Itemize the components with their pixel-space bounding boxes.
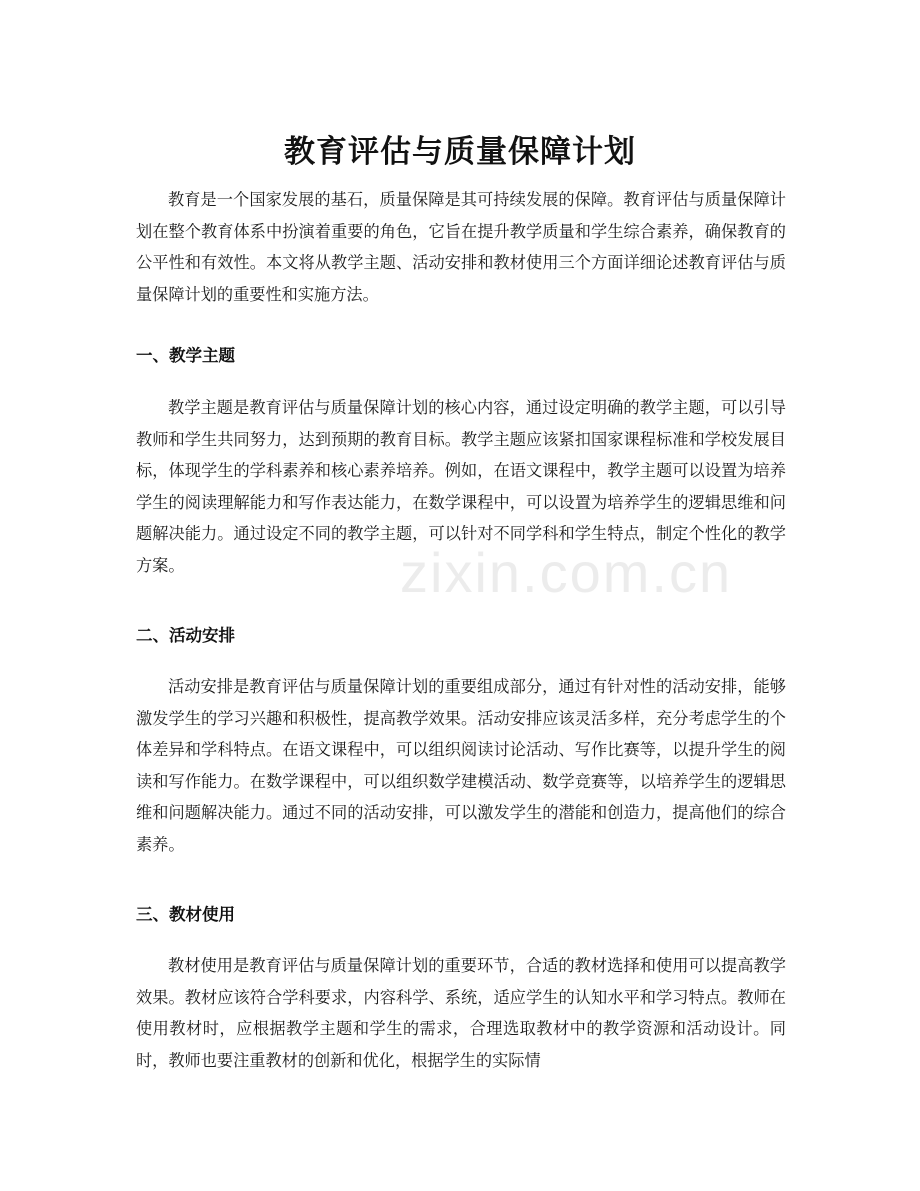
page-title: 教育评估与质量保障计划 (284, 133, 636, 170)
section-body-textbook-use: 教材使用是教育评估与质量保障计划的重要环节，合适的教材选择和使用可以提高教学效果。教材应该符合学科要求，内容科学、系统，适应学生的认知水平和学习特点。教师在使用教材时，应根据教学主题和学生的需求，合理选取教材中的教学资源和活动设计。同时，教师也要注重教材的创新和优化，根据学生的实际情 (136, 956, 786, 1070)
intro-paragraph: 教育是一个国家发展的基石，质量保障是其可持续发展的保障。教育评估与质量保障计划在整个教育体系中扮演着重要的角色，它旨在提升教学质量和学生综合素养，确保教育的公平性和有效性。本文将从教学主题、活动安排和教材使用三个方面详细论述教育评估与质量保障计划的重要性和实施方法。 (136, 190, 786, 304)
section-heading-textbook-use: 三、教材使用 (136, 905, 235, 924)
section-body-teaching-theme: 教学主题是教育评估与质量保障计划的核心内容，通过设定明确的教学主题，可以引导教师和学生共同努力，达到预期的教育目标。教学主题应该紧扣国家课程标准和学校发展目标，体现学生的学科素养和核心素养培养。例如，在语文课程中，教学主题可以设置为培养学生的阅读理解能力和写作表达能力，在数学课程中，可以设置为培养学生的逻辑思维和问题解决能力。通过设定不同的教学主题，可以针对不同学科和学生特点，制定个性化的教学方案。 (136, 398, 786, 575)
section-heading-activity-arrangement: 二、活动安排 (136, 626, 235, 645)
section-body-activity-arrangement: 活动安排是教育评估与质量保障计划的重要组成部分，通过有针对性的活动安排，能够激发学生的学习兴趣和积极性，提高教学效果。活动安排应该灵活多样，充分考虑学生的个体差异和学科特点。在语文课程中，可以组织阅读讨论活动、写作比赛等，以提升学生的阅读和写作能力。在数学课程中，可以组织数学建模活动、数学竞赛等，以培养学生的逻辑思维和问题解决能力。通过不同的活动安排，可以激发学生的潜能和创造力，提高他们的综合素养。 (136, 677, 786, 854)
section-heading-teaching-theme: 一、教学主题 (136, 346, 235, 365)
watermark: zixin.com.cn (400, 541, 733, 604)
